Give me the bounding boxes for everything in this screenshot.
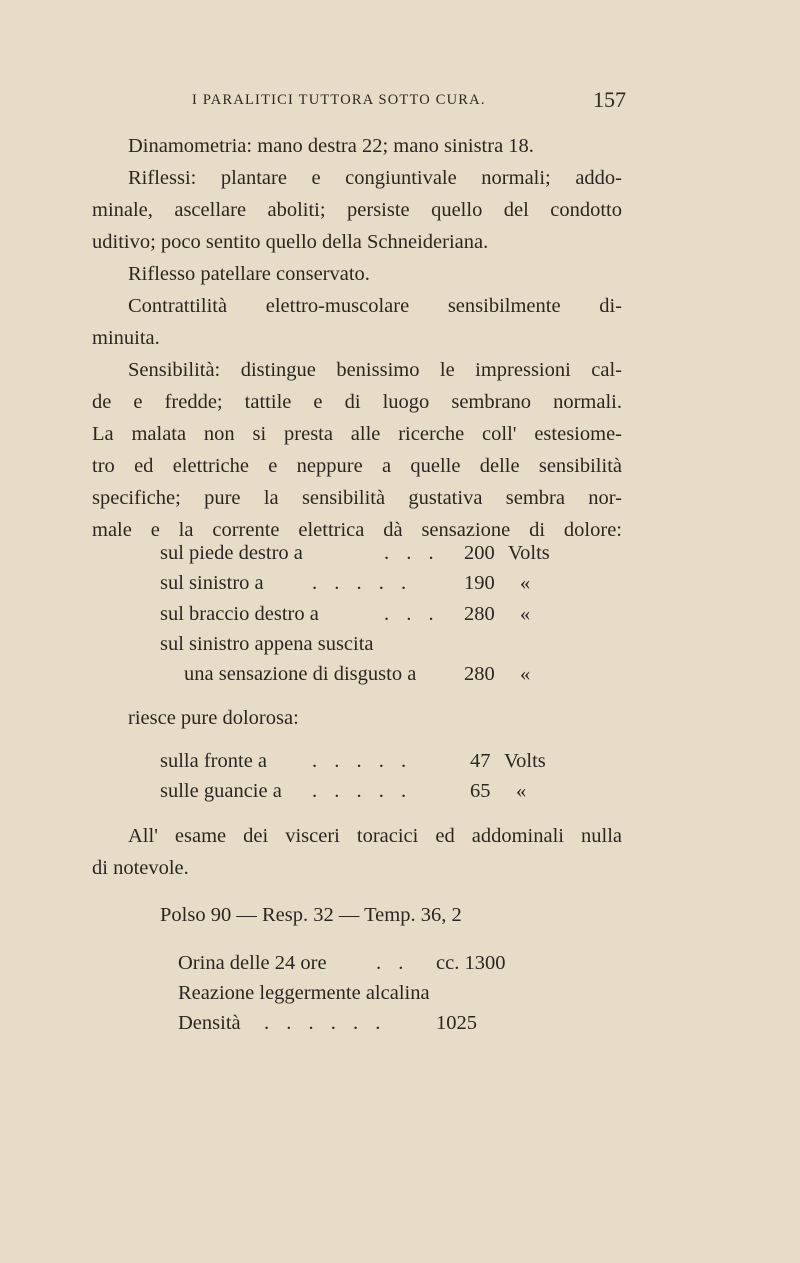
row-label: Orina delle 24 ore	[178, 952, 327, 974]
row-label: Densità	[178, 1012, 241, 1034]
row-value: 280	[464, 663, 495, 685]
row-label: sul braccio destro a	[160, 603, 319, 625]
paragraph-reflexes-line: minale, ascellare aboliti; persiste quello del condotto	[92, 199, 622, 221]
row-value: 1025	[436, 1012, 477, 1034]
row-value: 190	[464, 572, 495, 594]
paragraph-sensibility-line: specifiche; pure la sensibilità gustativa sembra nor-	[92, 487, 622, 509]
viscera-line: All' esame dei visceri toracici ed addominali nulla	[128, 825, 622, 847]
row-leader: . .	[376, 952, 410, 974]
row-label: sulla fronte a	[160, 750, 268, 772]
row-leader: . . . . .	[312, 572, 413, 594]
paragraph-reflexes-line: Riflessi: plantare e congiuntivale normali; addo-	[128, 167, 622, 189]
paragraph-sensibility-line: Sensibilità: distingue benissimo le impressioni cal-	[128, 359, 622, 381]
running-header	[192, 87, 626, 116]
row-leader: . . . . . .	[264, 1012, 387, 1034]
row-label: Reazione leggermente alcalina	[178, 982, 430, 1004]
paragraph-sensibility-line: de e fredde; tattile e di luogo sembrano normali.	[92, 391, 622, 413]
paragraph-reflexes-line: uditivo; poco sentito quello della Schneideriana.	[92, 231, 489, 253]
row-label: sulle guancie a	[160, 780, 282, 802]
paragraph-patellar-reflex: Riflesso patellare conservato.	[128, 263, 370, 285]
row-label: una sensazione di disgusto a	[184, 663, 417, 685]
vitals-line: Polso 90 — Resp. 32 — Temp. 36, 2	[160, 904, 462, 926]
row-value: 280	[464, 603, 495, 625]
page-number: 157	[593, 87, 626, 112]
row-unit: Volts	[508, 542, 550, 564]
row-label: sul sinistro appena suscita	[160, 633, 374, 655]
paragraph-sensibility-line: male e la corrente elettrica dà sensazione di dolore:	[92, 519, 622, 541]
paragraph-contractility-line: minuita.	[92, 327, 160, 349]
also-painful-label: riesce pure dolorosa:	[128, 707, 299, 729]
row-value: cc. 1300	[436, 952, 506, 974]
paragraph-sensibility-line: La malata non si presta alle ricerche coll' estesiome-	[92, 423, 622, 445]
header-title: I PARALITICI TUTTORA SOTTO CURA.	[192, 92, 486, 108]
row-label: sul sinistro a	[160, 572, 264, 594]
row-unit: «	[516, 780, 527, 802]
paragraph-contractility-line: Contrattilità elettro-muscolare sensibilmente di-	[128, 295, 622, 317]
row-leader: . . . . .	[312, 780, 413, 802]
row-unit: «	[520, 603, 531, 625]
row-value: 47	[470, 750, 491, 772]
row-unit: «	[520, 663, 531, 685]
row-label: sul piede destro a	[160, 542, 303, 564]
viscera-line: di notevole.	[92, 857, 189, 879]
paragraph-dynamometry: Dinamometria: mano destra 22; mano sinistra 18.	[128, 135, 534, 157]
row-value: 200	[464, 542, 495, 564]
row-leader: . . .	[384, 542, 440, 564]
row-leader: . . .	[384, 603, 440, 625]
row-unit: «	[520, 572, 531, 594]
paragraph-sensibility-line: tro ed elettriche e neppure a quelle delle sensibilità	[92, 455, 622, 477]
row-leader: . . . . .	[312, 750, 413, 772]
row-value: 65	[470, 780, 491, 802]
row-unit: Volts	[504, 750, 546, 772]
